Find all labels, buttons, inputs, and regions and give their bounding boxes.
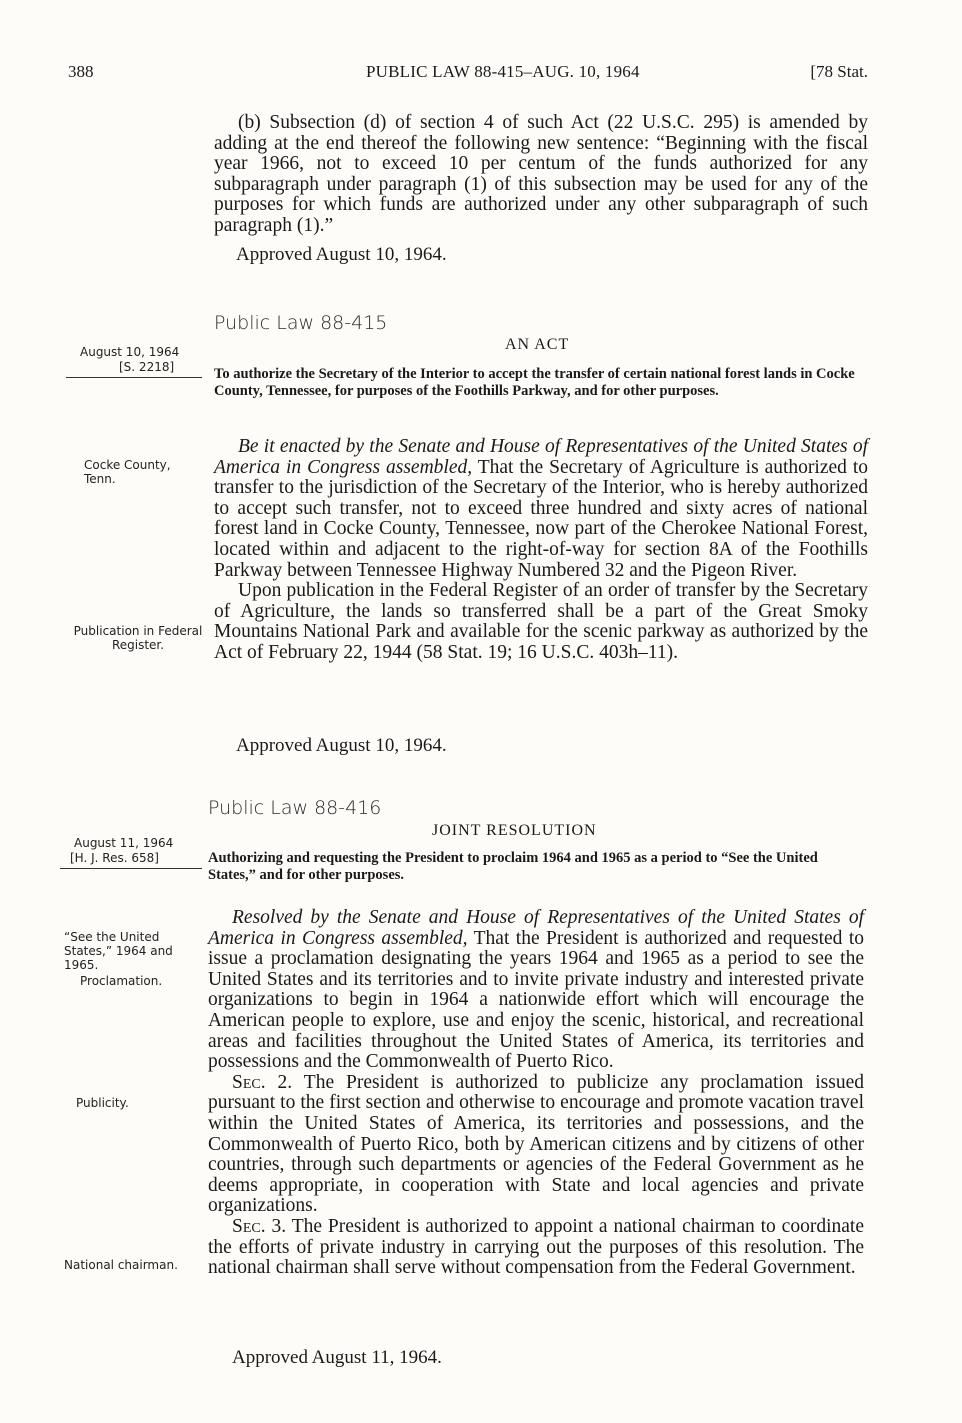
law2-body xyxy=(208,908,864,1279)
margin-cocke-county: Cocke County, Tenn. xyxy=(84,458,171,486)
margin-bill-88-416: [H. J. Res. 658] xyxy=(70,851,159,865)
margin-date-88-415: August 10, 1964 xyxy=(80,345,180,359)
law2-sec3: The President is authorized to appoint a national chairman to coordinate the efforts of private industry in carrying out the purposes of this resolution. The national chairman shall serve without compensation from the Federal Government. xyxy=(208,1215,864,1279)
statute-volume: [78 Stat. xyxy=(810,62,868,81)
law-title-88-415: Public Law 88-415 xyxy=(214,312,388,334)
margin-publicity: Publicity. xyxy=(76,1096,129,1110)
margin-rule-1 xyxy=(66,377,202,378)
margin-see-us: “See the United States,” 1964 and 1965. xyxy=(64,930,173,972)
sec2-label: Sec. 2. xyxy=(232,1071,293,1093)
law1-body xyxy=(214,437,868,664)
running-title: PUBLIC LAW 88-415–AUG. 10, 1964 xyxy=(366,62,640,81)
law-title-88-416: Public Law 88-416 xyxy=(208,797,382,819)
purpose-88-415 xyxy=(214,366,868,399)
margin-national-chairman: National chairman. xyxy=(64,1258,178,1272)
law1-body-2: Upon publication in the Federal Register of an order of transfer by the Secretary of Agriculture, the lands so transferred shall be a part of the Great Smoky Mountains National Park and available for the scenic parkway as authorized by the Act of February 22, 1944 (58 Stat. 19; 16 U.S.C. 403h–11). xyxy=(214,580,868,663)
approved-line-1: Approved August 10, 1964. xyxy=(236,244,447,265)
section-b-text: (b) Subsection (d) of section 4 of such Act (22 U.S.C. 295) is amended by adding at the end thereof the following new sentence: “Beginning with the fiscal year 1966, not to exceed 10 per centum of the funds authorized for any subparagraph under paragraph (1) of this subsection may be used for any of the purposes for which funds are authorized under any other subparagraph of such paragraph (1).” xyxy=(214,112,868,236)
sec3-label: Sec. 3. xyxy=(232,1215,287,1237)
act-label: AN ACT xyxy=(505,336,570,353)
margin-rule-2 xyxy=(60,868,202,869)
enacting-clause: Be it enacted by the Senate and House of Representatives of the United States of America in Congress assembled, xyxy=(214,436,868,478)
law2-sec2: The President is authorized to publicize any proclamation issued pursuant to the first section and otherwise to encourage and promote vacation travel within the United States of America, its territories and possessions, and the Commonwealth of Puerto Rico, both by American citizens and by citizens of other countries, through such departments or agencies of the Federal Government as he deems appropriate, in cooperation with State and local agencies and private organizations. xyxy=(208,1071,864,1217)
approved-line-3: Approved August 11, 1964. xyxy=(232,1347,442,1368)
purpose-text-88-415: To authorize the Secretary of the Interior to accept the transfer of certain national forest lands in Cocke County, Tennessee, for purposes of the Foothills Parkway, and for other purposes. xyxy=(214,366,855,399)
margin-bill-88-415: [S. 2218] xyxy=(119,360,175,374)
resolving-clause: Resolved by the Senate and House of Representatives of the United States of America in Congress assembled, xyxy=(208,907,864,949)
margin-proclamation: Proclamation. xyxy=(80,974,163,988)
section-b-paragraph xyxy=(214,113,868,237)
purpose-text-88-416: Authorizing and requesting the President to proclaim 1964 and 1965 as a period to “See the United States,” and for other purposes. xyxy=(208,850,818,883)
page-header xyxy=(68,62,868,86)
page-number: 388 xyxy=(68,62,94,81)
margin-publication: Publication in Federal Register. xyxy=(73,624,203,652)
law2-body-1: That the President is authorized and requested to issue a proclamation designating the years 1964 and 1965 as a period to see the United States and its territories and to invite private industry and interested private organizations to begin in 1964 a nationwide effort which will encourage the American people to explore, use and enjoy the scenic, historical, and recreational areas and facilities throughout the United States of America, its territories and possessions and the Commonwealth of Puerto Rico. xyxy=(208,927,865,1073)
joint-resolution-label: JOINT RESOLUTION xyxy=(432,822,597,839)
purpose-88-416 xyxy=(208,850,868,883)
law1-body-1: That the Secretary of Agriculture is authorized to transfer to the jurisdiction of the Secretary of the Interior, who is hereby authorized to accept such transfer, not to exceed three hundred and sixty acres of national forest land in Cocke County, Tennessee, now part of the Cherokee National Forest, located within and adjacent to the right-of-way for section 8A of the Foothills Parkway between Tennessee Highway Numbered 32 and the Pigeon River. xyxy=(214,456,868,581)
approved-line-2: Approved August 10, 1964. xyxy=(236,735,447,756)
margin-date-88-416: August 11, 1964 xyxy=(74,836,174,850)
